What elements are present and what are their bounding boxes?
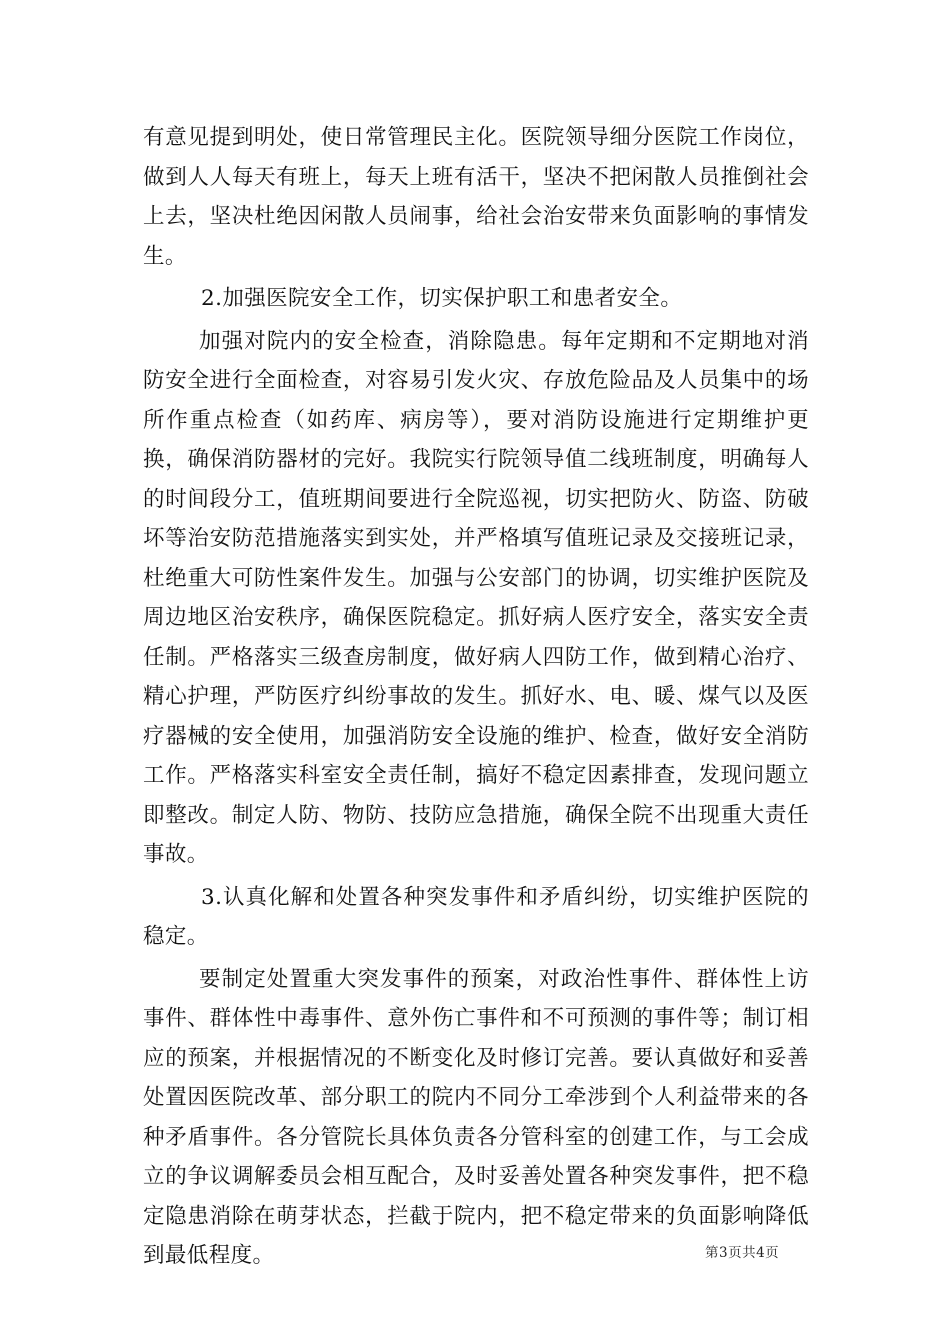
paragraph-emergency: 要制定处置重大突发事件的预案，对政治性事件、群体性上访事件、群体性中毒事件、意外伤亡事件和不可预测的事件等；制订相应的预案，并根据情况的不断变化及时修订完善。要认真做好和妥善处置因医院改革、部分职工的院内不同分工牵涉到个人利益带来的各种矛盾事件。各分管院长具体负责各分管科室的创建工作，与工会成立的争议调解委员会相互配合，及时妥善处置各种突发事件，把不稳定隐患消除在萌芽状态，拦截于院内，把不稳定带来的负面影响降低到最低程度。 [143, 966, 809, 1268]
paragraph-continuation: 有意见提到明处，使日常管理民主化。医院领导细分医院工作岗位，做到人人每天有班上，每天上班有活干，坚决不把闲散人员推倒社会上去，坚决杜绝因闲散人员闹事，给社会治安带来负面影响的事情发生。 [143, 125, 809, 269]
document-body [143, 118, 809, 1276]
paragraph-safety: 加强对院内的安全检查，消除隐患。每年定期和不定期地对消防安全进行全面检查，对容易引发火灾、存放危险品及人员集中的场所作重点检查（如药库、病房等），要对消防设施进行定期维护更换，确保消防器材的完好。我院实行院领导值二线班制度，明确每人的时间段分工，值班期间要进行全院巡视，切实把防火、防盗、防破坏等治安防范措施落实到实处，并严格填写值班记录及交接班记录，杜绝重大可防性案件发生。加强与公安部门的协调，切实维护医院及周边地区治安秩序，确保医院稳定。抓好病人医疗安全，落实安全责任制。严格落实三级查房制度，做好病人四防工作，做到精心治疗、精心护理，严防医疗纠纷事故的发生。抓好水、电、暖、煤气以及医疗器械的安全使用，加强消防安全设施的维护、检查，做好安全消防工作。严格落实科室安全责任制，搞好不稳定因素排查，发现问题立即整改。制定人防、物防、技防应急措施，确保全院不出现重大责任事故。 [143, 328, 809, 867]
page-number-footer: 第3页共4页 [705, 1245, 780, 1261]
section-heading-2: 2.加强医院安全工作，切实保护职工和患者安全。 [201, 286, 683, 311]
section-heading-3: 3.认真化解和处置各种突发事件和矛盾纠纷，切实维护医院的稳定。 [143, 884, 809, 949]
